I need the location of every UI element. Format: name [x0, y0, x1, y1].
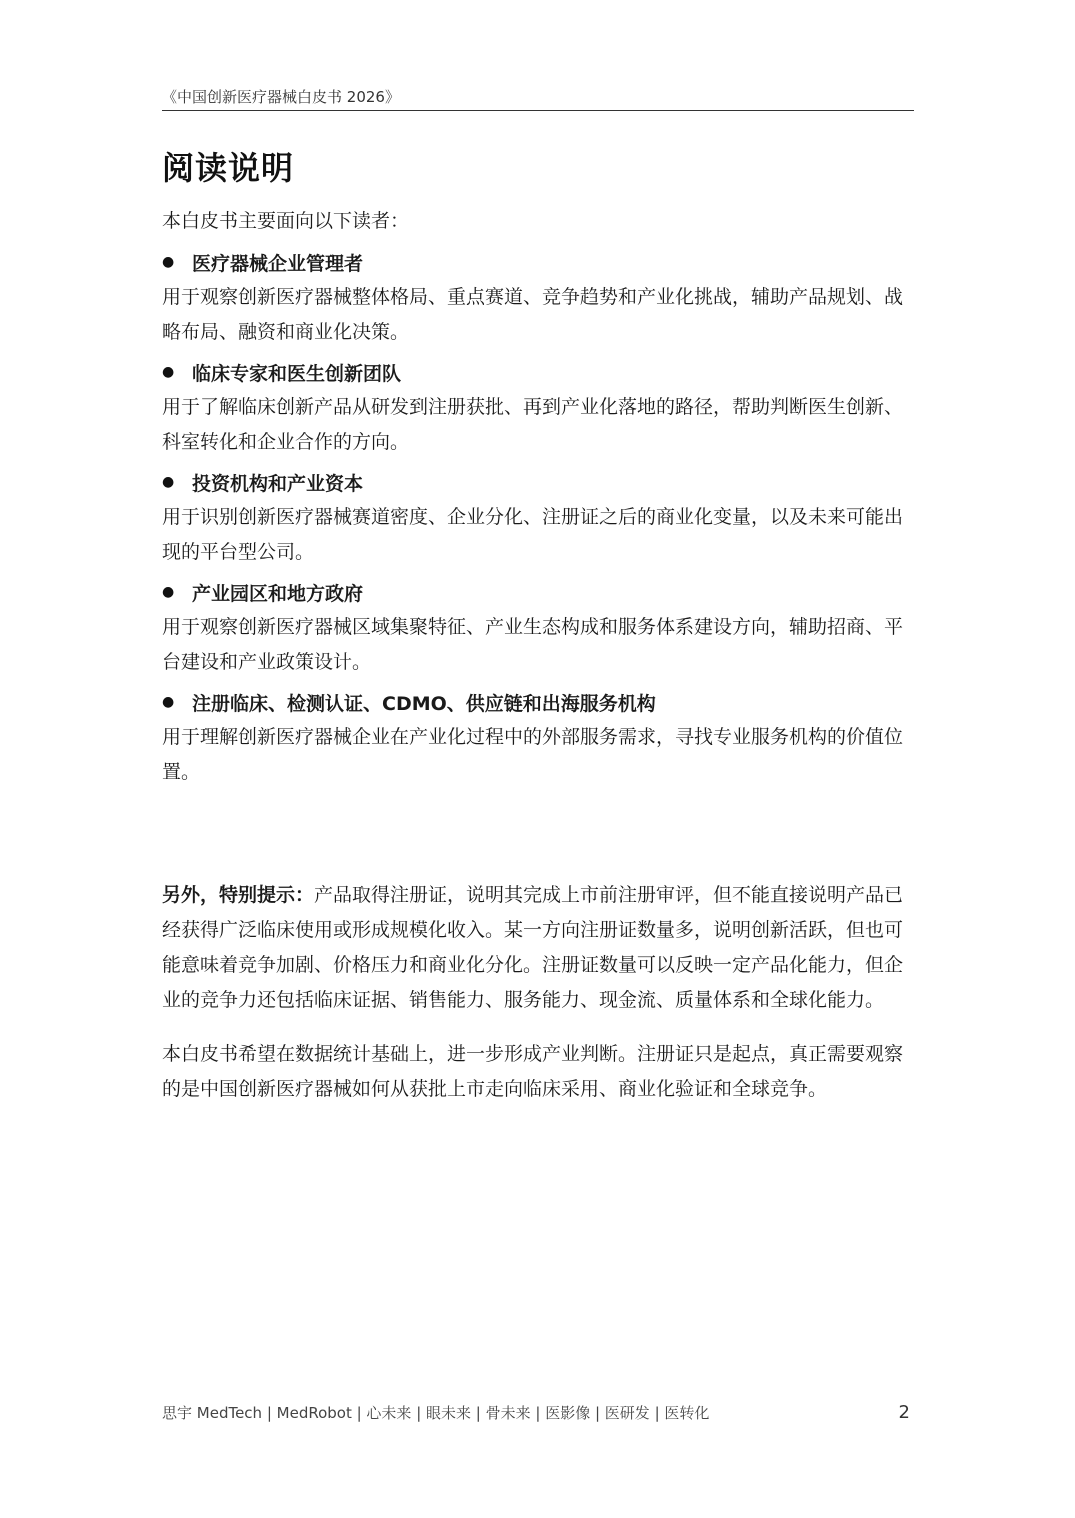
reader-description: 用于理解创新医疗器械企业在产业化过程中的外部服务需求，寻找专业服务机构的价值位置。: [162, 726, 904, 783]
reader-heading: [162, 574, 914, 610]
page-footer: [162, 1398, 914, 1426]
reader-description: 用于观察创新医疗器械区域集聚特征、产业生态构成和服务体系建设方向，辅助招商、平台建设和产业政策设计。: [162, 616, 904, 673]
bullet-icon: ●: [162, 254, 175, 270]
notice-label: 另外，特别提示：: [162, 884, 315, 906]
document-title: 《中国创新医疗器械白皮书 2026》: [162, 88, 400, 106]
reader-description: 用于了解临床创新产品从研发到注册获批、再到产业化落地的路径，帮助判断医生创新、科室转化和企业合作的方向。: [162, 396, 904, 453]
reader-heading: [162, 464, 914, 500]
page-number: 2: [898, 1401, 910, 1423]
closing-paragraph: 本白皮书希望在数据统计基础上，进一步形成产业判断。注册证只是起点，真正需要观察的是中国创新医疗器械如何从获批上市走向临床采用、商业化验证和全球竞争。: [162, 1043, 904, 1100]
reader-description: 用于识别创新医疗器械赛道密度、企业分化、注册证之后的商业化变量，以及未来可能出现的平台型公司。: [162, 506, 904, 563]
reader-description: 用于观察创新医疗器械整体格局、重点赛道、竞争趋势和产业化挑战，辅助产品规划、战略布局、融资和商业化决策。: [162, 286, 904, 343]
reader-title: 投资机构和产业资本: [192, 472, 364, 495]
reader-section: [162, 354, 914, 460]
reader-section: [162, 684, 914, 790]
bullet-icon: ●: [162, 694, 175, 710]
intro-text: 本白皮书主要面向以下读者：: [162, 210, 410, 232]
reader-heading: [162, 354, 914, 390]
reader-section: [162, 574, 914, 680]
reader-title: 医疗器械企业管理者: [192, 252, 364, 275]
reader-section: [162, 464, 914, 570]
page-header: [162, 86, 914, 111]
reader-title: 临床专家和医生创新团队: [192, 362, 402, 385]
footer-brand-links: 思宇 MedTech | MedRobot | 心未来 | 眼未来 | 骨未来 | 医影像 | 医研发 | 医转化: [162, 1403, 710, 1422]
page-title: 阅读说明: [162, 149, 295, 187]
bullet-icon: ●: [162, 584, 175, 600]
reader-section: [162, 244, 914, 350]
notice-text: 产品取得注册证，说明其完成上市前注册审评，但不能直接说明产品已经获得广泛临床使用或形成规模化收入。某一方向注册证数量多，说明创新活跃，但也可能意味着竞争加剧、价格压力和商业化分化。注册证数量可以反映一定产品化能力，但企业的竞争力还包括临床证据、销售能力、服务能力、现金流、质量体系和全球化能力。: [162, 884, 904, 1011]
bullet-icon: ●: [162, 474, 175, 490]
reader-title: 产业园区和地方政府: [192, 582, 364, 605]
reader-heading: [162, 684, 914, 720]
reader-heading: [162, 244, 914, 280]
special-notice: [162, 878, 914, 1018]
reader-title: 注册临床、检测认证、CDMO、供应链和出海服务机构: [192, 692, 656, 715]
main-content: [162, 140, 914, 1107]
bullet-icon: ●: [162, 364, 175, 380]
